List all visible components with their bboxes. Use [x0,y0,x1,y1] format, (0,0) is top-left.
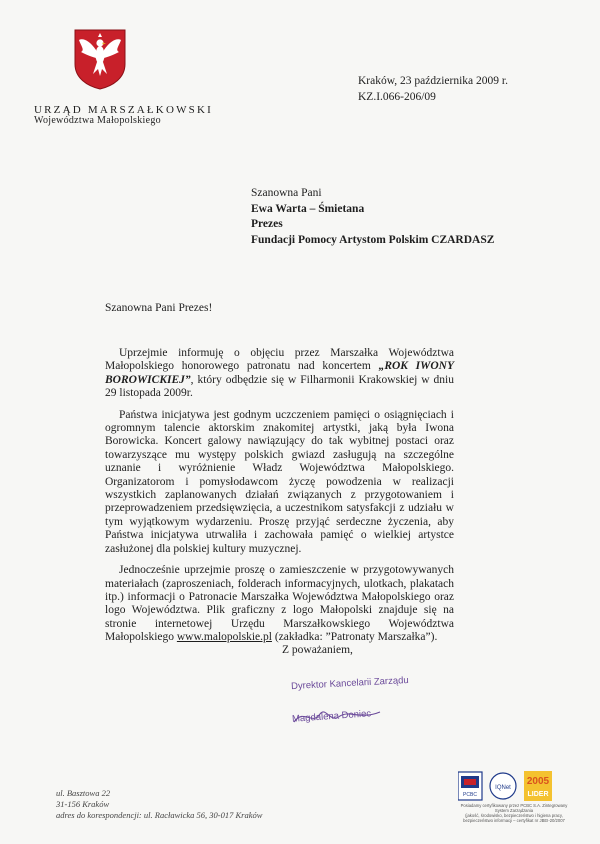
footer-street: ul. Basztowa 22 [56,788,111,798]
certification-badges [458,771,553,801]
addressee-title: Prezes [251,218,283,230]
paragraph-text: Jednocześnie uprzejmie proszę o zamieszczenie w przygotowywanych materiałach (zaproszeniach, folderach informacyjnych, ulotkach, plakatach itp.) informacji o Patronacie Marszałka Województwa Małopolskiego oraz logo Województwa. Plik graficzny z logo Małopolski znajduje się na stronie internetowej Urzędu Marszałkowskiego Województwa Małopolskiego [105,564,454,644]
iqnet-badge-icon [490,773,516,799]
certification-note [455,803,573,823]
closing: Z poważaniem, [282,644,353,656]
lider-label: LIDER [527,791,549,798]
pcbc-badge-icon [458,772,482,800]
office-name: URZĄD MARSZAŁKOWSKI [34,104,213,116]
lider-2005-badge-icon [524,771,552,801]
paragraph-text: (zakładka: ”Patronaty Marszałka”). [271,631,438,644]
letter-date: Kraków, 23 października 2009 r. [358,75,508,87]
footer-postcode: 31-156 Kraków [56,799,110,809]
addressee-name: Ewa Warta – Śmietana [251,202,365,215]
addressee-greeting: Szanowna Pani [251,187,322,199]
paragraph-initiative: Państwa inicjatywa jest godnym uczczeniem pamięci o osiągnięciach i ogromnym talencie aktorskim znakomitej artystki, jaką była Iwona Borowicka. Koncert galowy nawiązujący do tak wybitnej postaci oraz towarzyszące mu występy polskich gwiazd zasługują na szczególne uznanie i wyróżnienie Władz Województwa Małopolskiego. Organizatorom i pomysłodawcom życzę powodzenia w realizacji wszystkich zaplanowanych działań związanych z przygotowaniem i przeprowadzeniem przedsięwzięcia, a uczestnikom satysfakcji z udziału w tym wyjątkowym wydarzeniu. Proszę przyjąć serdeczne życzenia, aby Państwa inicjatywa utrwaliła i zachowała pamięć o wielkiej artystce zasłużonej dla polskiej kultury muzycznej. [105,408,454,555]
signature-role-stamp: Dyrektor Kancelarii Zarządu [290,674,409,693]
website-link[interactable]: www.malopolskie.pl [176,631,272,644]
certification-note-line: Posiadamy certyfikowany przez PCBC S.A. Zintegrowany System Zarządzania [460,803,568,813]
coat-of-arms-logo [73,28,127,90]
iqnet-label: IQNet [495,785,511,791]
letter-reference: KZ.I.066-206/09 [358,91,436,103]
signature-name-stamp: Magdalena Doniec [291,708,372,725]
addressee-block [251,186,494,248]
paragraph-request [105,564,454,644]
salutation: Szanowna Pani Prezes! [105,302,213,314]
pcbc-label: PCBC [463,792,477,798]
paragraph-patronage [105,347,454,401]
paragraph-text: Uprzejmie informuję o objęciu przez Marszałka Województwa Małopolskiego honorowego patronatu nad koncertem [105,347,454,373]
office-voivodeship: Województwa Małopolskiego [34,115,161,126]
letter-body [105,347,454,653]
letter-header [358,73,508,105]
footer-correspondence: adres do korespondencji: ul. Racławicka 56, 30-017 Kraków [56,810,263,820]
footer-address [56,788,262,821]
lider-year: 2005 [526,776,550,787]
paragraph-text: , który odbędzie się w Filharmonii Krakowskiej w dniu 29 listopada 2009r. [105,373,454,400]
concert-title: „ROK IWONY BOROWICKIEJ” [105,360,454,386]
addressee-organization: Fundacji Pomocy Artystom Polskim CZARDASZ [251,233,495,246]
certification-note-line: (jakość, środowisko, bezpieczeństwo i higiena pracy, bezpieczeństwo informacji – certyfikat nr JBEI-20/2007 [463,813,565,823]
